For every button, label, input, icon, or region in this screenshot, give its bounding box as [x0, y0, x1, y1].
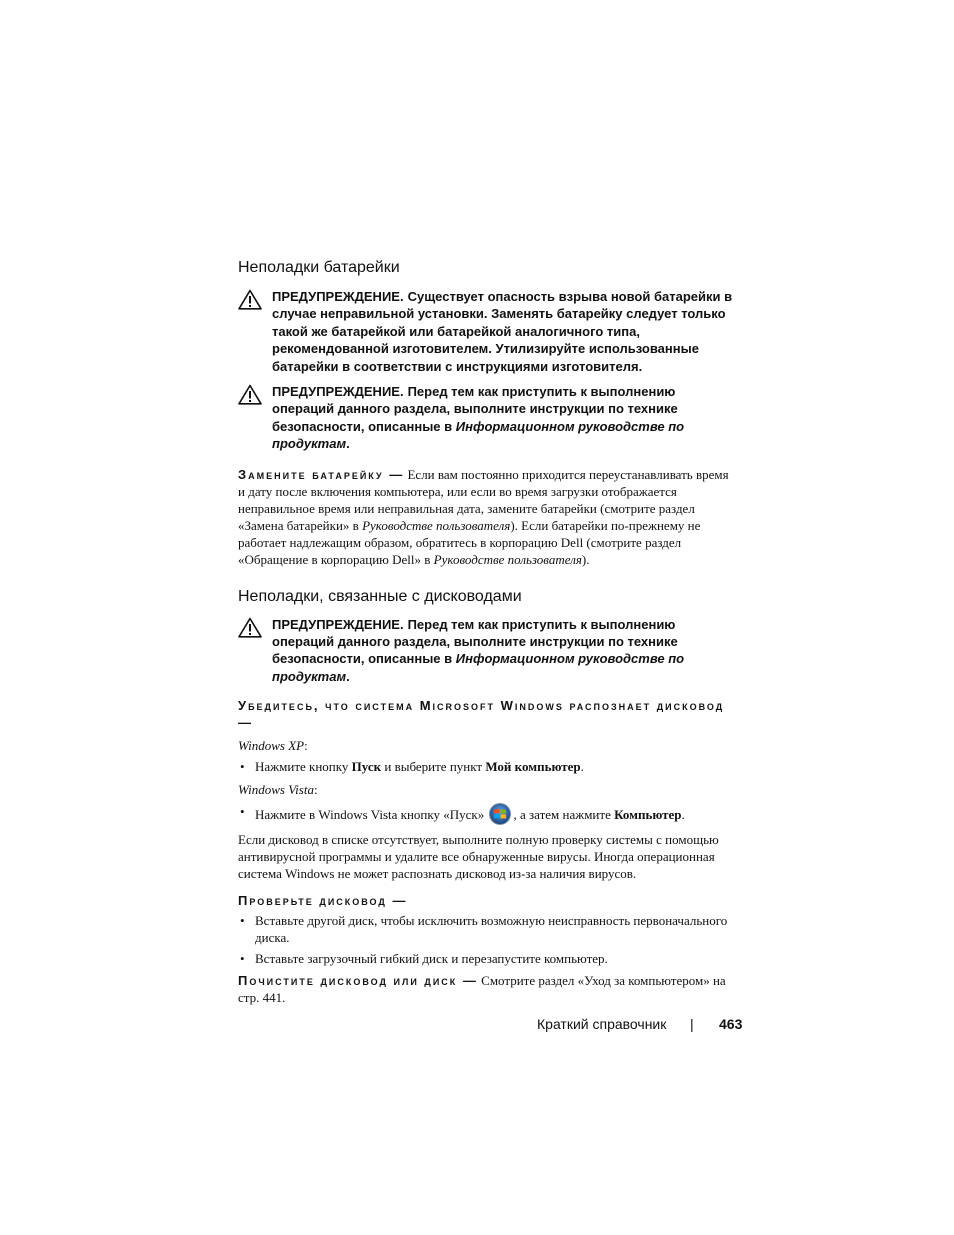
bullet-dot: • [240, 951, 245, 967]
paragraph-text: Если вам постоянно приходится переустанавливать время и дату после включения компьютера, или если во время загрузки отображается неправильное время или неправильная дата, замените батарейки (смотрите раздел «Замена батарейки» в [238, 466, 729, 533]
warning-text: Перед тем как приступить к выполнению операций данного раздела, выполните инструкции по технике безопасности, описанные в [272, 616, 678, 667]
windows-vista-label-line: Windows Vista: [238, 782, 318, 798]
section-title-drives: Неполадки, связанные с дисководами [238, 587, 522, 605]
start-menu-ref: Пуск [351, 759, 382, 775]
warning-label: ПРЕДУПРЕЖДЕНИЕ. [272, 384, 404, 400]
warning-safety-battery [238, 383, 738, 453]
warning-text-end: . [346, 668, 350, 684]
bullet-text: Вставьте другой диск, чтобы исключить возможную неисправность первоначального диска. [255, 913, 728, 946]
my-computer-ref: Мой компьютер [485, 759, 581, 775]
test-drive-heading-block [238, 892, 738, 909]
check-windows-heading-block [238, 697, 738, 731]
footer-separator: | [690, 1016, 694, 1032]
bullet-dot: • [240, 759, 245, 775]
bullet-text: и выберите пункт [384, 759, 483, 775]
vista-bullet [238, 803, 738, 825]
warning-text: Существует опасность взрыва новой батарейки в случае неправильной установки. Заменять батарейку следует только такой же батарейкой или батарейкой аналогичного типа, рекомендованной изготовителем. Утилизируйте использованные батарейки в соответствии с инструкциями изготовителя. [272, 289, 733, 374]
windows-xp-label-line: Windows XP: [238, 738, 308, 754]
warning-doc-ref: Информационном руководстве по продуктам [272, 651, 685, 684]
warning-safety-drives [238, 616, 738, 686]
check-windows-heading: Убедитесь, что система Microsoft Windows распознает дисковод — [238, 698, 725, 731]
bullet-dot: • [240, 804, 245, 820]
warning-label: ПРЕДУПРЕЖДЕНИЕ. [272, 289, 404, 304]
page-content [238, 258, 738, 1006]
warning-triangle-icon [238, 384, 262, 405]
footer-title: Краткий справочник [537, 1016, 667, 1032]
paragraph-text: Смотрите раздел «Уход за компьютером» на стр. 441. [238, 973, 726, 1006]
replace-battery-heading: Замените батарейку — [238, 466, 405, 482]
bullet-text-end: . [580, 759, 584, 775]
bullet-text: Нажмите в Windows Vista кнопку «Пуск» [255, 807, 485, 823]
test-drive-heading: Проверьте дисковод — [238, 893, 408, 909]
virus-paragraph: Если дисковод в списке отсутствует, выполните полную проверку системы с помощью антивирусной программы и удалите все обнаруженные вирусы. Иногда операционная система Windows не может распознать дисковод из-за наличия вирусов. [238, 832, 719, 882]
test-bullet-2 [238, 950, 738, 967]
warning-triangle-icon [238, 289, 262, 310]
paragraph-text: ). [581, 551, 590, 567]
warning-doc-ref: Информационном руководстве по продуктам [272, 418, 685, 452]
windows-flag-icon [493, 807, 507, 821]
windows-vista-label: Windows Vista [238, 782, 314, 798]
section-title-battery: Неполадки батарейки [238, 259, 400, 276]
bullet-dot: • [240, 913, 245, 929]
warning-battery-explosion [238, 288, 738, 375]
bullet-text: Нажмите кнопку [255, 759, 349, 775]
test-bullet-1 [238, 912, 738, 946]
warning-label: ПРЕДУПРЕЖДЕНИЕ. [272, 616, 404, 632]
bullet-text: , а затем нажмите [513, 807, 611, 823]
windows-xp-label: Windows XP [238, 738, 305, 754]
bullet-text-end: . [681, 807, 685, 823]
replace-battery-paragraph [238, 466, 738, 568]
warning-text: Перед тем как приступить к выполнению операций данного раздела, выполните инструкции по технике безопасности, описанные в [272, 384, 678, 434]
page-number: 463 [719, 1016, 743, 1032]
warning-triangle-icon [238, 617, 262, 638]
computer-ref: Компьютер [614, 807, 682, 823]
bullet-text: Вставьте загрузочный гибкий диск и перезапустите компьютер. [255, 951, 608, 967]
clean-drive-heading: Почистите дисковод или диск — [238, 973, 478, 989]
user-guide-ref: Руководстве пользователя [433, 551, 582, 567]
windows-start-orb-icon [489, 803, 511, 825]
user-guide-ref: Руководстве пользователя [362, 517, 511, 533]
xp-bullet [238, 758, 738, 775]
warning-text-end: . [346, 436, 350, 452]
paragraph-text: ). Если батарейки по-прежнему не работает надлежащим образом, обратитесь в корпорацию Dell (смотрите раздел «Обращение в корпорацию Dell» в [238, 517, 701, 567]
clean-drive-paragraph [238, 972, 738, 1006]
